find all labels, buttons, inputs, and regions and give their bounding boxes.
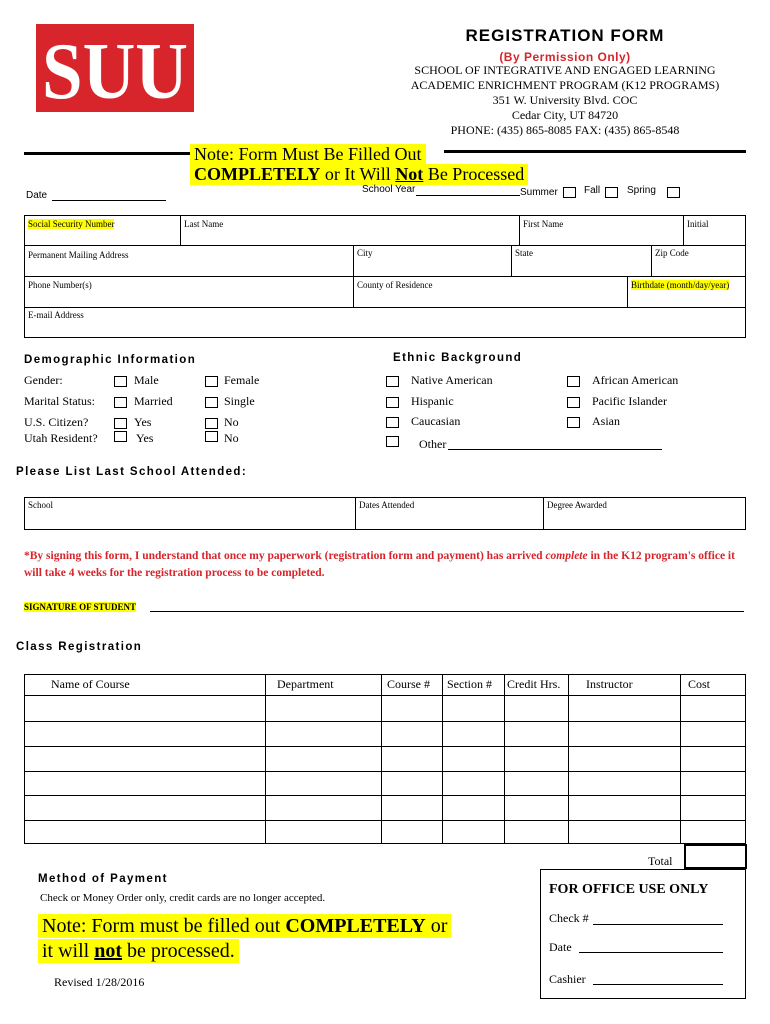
- bottom-note-text: Note: Form must be filled out: [42, 915, 286, 937]
- city-label: City: [357, 248, 373, 258]
- personal-info-table: [24, 215, 746, 338]
- revised-date: Revised 1/28/2016: [54, 975, 145, 989]
- citizen-label: U.S. Citizen?: [24, 415, 89, 429]
- hispanic-label: Hispanic: [411, 394, 454, 408]
- demographic-heading: Demographic Information: [24, 354, 197, 366]
- birthdate-label: Birthdate (month/day/year): [631, 280, 730, 290]
- school-year-label: School Year: [362, 184, 416, 195]
- married-label: Married: [134, 394, 173, 408]
- total-label: Total: [648, 854, 673, 868]
- header-rule-left: [24, 152, 192, 155]
- spring-label: Spring: [627, 185, 656, 196]
- spring-checkbox[interactable]: [667, 187, 680, 198]
- col-divider: [442, 675, 443, 843]
- caucasian-label: Caucasian: [411, 414, 461, 428]
- marital-label: Marital Status:: [24, 394, 95, 408]
- suu-logo: [36, 24, 194, 112]
- top-note-text: or It Will: [320, 164, 396, 184]
- disclaimer-complete: complete: [545, 550, 588, 562]
- disclaimer-text: [24, 548, 746, 582]
- col-credit-hours: Credit Hrs.: [507, 677, 561, 691]
- male-label: Male: [134, 373, 159, 387]
- county-label: County of Residence: [357, 280, 433, 290]
- bottom-note-not: not: [94, 940, 123, 962]
- class-table: [24, 674, 746, 844]
- fall-label: Fall: [584, 185, 601, 196]
- female-checkbox[interactable]: [205, 376, 218, 387]
- row-divider: [25, 820, 745, 821]
- col-divider: [568, 675, 569, 843]
- utah-no-checkbox[interactable]: [205, 431, 218, 442]
- school-field[interactable]: [25, 498, 356, 529]
- native-american-label: Native American: [411, 373, 493, 387]
- birthdate-field[interactable]: [628, 276, 745, 307]
- header-rule-right: [444, 150, 746, 153]
- row-divider: [25, 771, 745, 772]
- gender-label: Gender:: [24, 373, 63, 387]
- last-name-field[interactable]: [181, 216, 520, 245]
- col-name-of-course: Name of Course: [51, 677, 130, 691]
- male-checkbox[interactable]: [114, 376, 127, 387]
- top-note-not: Not: [395, 164, 424, 184]
- header-line-2: ACADEMIC ENRICHMENT PROGRAM (K12 PROGRAMS): [410, 78, 720, 92]
- school-label: School: [28, 500, 54, 510]
- ssn-label: Social Security Number: [28, 219, 115, 229]
- utah-no-label: No: [224, 431, 239, 445]
- email-field[interactable]: [25, 307, 745, 337]
- degree-label: Degree Awarded: [547, 500, 607, 510]
- degree-field[interactable]: [544, 498, 745, 529]
- pacific-islander-checkbox[interactable]: [567, 397, 580, 408]
- office-date-field[interactable]: [579, 952, 723, 953]
- bottom-note-or: or: [425, 915, 448, 937]
- email-label: E-mail Address: [28, 310, 84, 320]
- school-table: [24, 497, 746, 530]
- bottom-note-end: be processed.: [122, 940, 235, 962]
- bottom-note-completely: COMPLETELY: [285, 915, 426, 937]
- pacific-islander-label: Pacific Islander: [592, 394, 667, 408]
- top-note-line-2: [190, 164, 528, 185]
- dates-attended-field[interactable]: [356, 498, 544, 529]
- state-field[interactable]: [512, 245, 652, 276]
- col-department: Department: [277, 677, 334, 691]
- header-line-1: SCHOOL OF INTEGRATIVE AND ENGAGED LEARNING: [414, 63, 716, 77]
- school-heading: Please List Last School Attended:: [16, 466, 248, 478]
- col-divider: [265, 675, 266, 843]
- office-cashier-label: Cashier: [549, 972, 586, 986]
- asian-label: Asian: [592, 414, 620, 428]
- col-section-number: Section #: [447, 677, 492, 691]
- signature-field[interactable]: [150, 611, 744, 612]
- fall-checkbox[interactable]: [605, 187, 618, 198]
- col-divider: [680, 675, 681, 843]
- other-checkbox[interactable]: [386, 436, 399, 447]
- col-course-number: Course #: [387, 677, 430, 691]
- summer-checkbox[interactable]: [563, 187, 576, 198]
- citizen-no-checkbox[interactable]: [205, 418, 218, 429]
- office-use-heading: FOR OFFICE USE ONLY: [549, 882, 709, 897]
- utah-label: Utah Resident?: [24, 431, 98, 445]
- county-field[interactable]: [354, 276, 628, 307]
- ssn-field[interactable]: [25, 216, 181, 245]
- zip-field[interactable]: [652, 245, 745, 276]
- hispanic-checkbox[interactable]: [386, 397, 399, 408]
- form-title: REGISTRATION FORM: [465, 26, 665, 45]
- col-divider: [381, 675, 382, 843]
- initial-field[interactable]: [684, 216, 745, 245]
- payment-heading: Method of Payment: [38, 873, 168, 885]
- ethnic-heading: Ethnic Background: [393, 352, 523, 364]
- form-subtitle: (By Permission Only): [499, 50, 631, 64]
- native-american-checkbox[interactable]: [386, 376, 399, 387]
- citizen-yes-checkbox[interactable]: [114, 418, 127, 429]
- single-checkbox[interactable]: [205, 397, 218, 408]
- bottom-note-line-2: [38, 939, 239, 963]
- col-cost: Cost: [688, 677, 711, 691]
- signature-label: SIGNATURE OF STUDENT: [24, 602, 137, 612]
- office-check-label: Check #: [549, 911, 589, 925]
- mailing-address-label: Permanent Mailing Address: [28, 250, 129, 260]
- office-date-label: Date: [549, 940, 572, 954]
- header-line-4: Cedar City, UT 84720: [511, 108, 619, 122]
- date-label: Date: [26, 190, 48, 201]
- svg-text:SUU: SUU: [42, 28, 188, 112]
- summer-label: Summer: [520, 187, 558, 198]
- class-heading: Class Registration: [16, 641, 143, 653]
- bottom-note-line-1: [38, 914, 451, 938]
- citizen-yes-label: Yes: [134, 415, 152, 429]
- female-label: Female: [224, 373, 260, 387]
- office-use-box: [540, 869, 746, 999]
- col-instructor: Instructor: [586, 677, 633, 691]
- header-line-3: 351 W. University Blvd. COC: [492, 93, 638, 107]
- first-name-field[interactable]: [520, 216, 684, 245]
- row-divider: [25, 795, 745, 796]
- top-note-completely: COMPLETELY: [194, 164, 321, 184]
- top-note-line-1: Note: Form Must Be Filled Out: [190, 144, 426, 165]
- total-field[interactable]: [684, 844, 747, 869]
- mailing-address-field[interactable]: [25, 245, 354, 276]
- married-checkbox[interactable]: [114, 397, 127, 408]
- school-year-field[interactable]: [416, 195, 520, 196]
- row-divider: [25, 721, 745, 722]
- last-name-label: Last Name: [184, 219, 224, 229]
- state-label: State: [515, 248, 533, 258]
- first-name-label: First Name: [523, 219, 564, 229]
- office-cashier-field[interactable]: [593, 984, 723, 985]
- col-divider: [504, 675, 505, 843]
- date-field[interactable]: [52, 200, 166, 201]
- single-label: Single: [224, 394, 255, 408]
- african-american-checkbox[interactable]: [567, 376, 580, 387]
- other-field[interactable]: [448, 449, 662, 450]
- citizen-no-label: No: [224, 415, 239, 429]
- row-divider: [25, 746, 745, 747]
- header-line-5: PHONE: (435) 865-8085 FAX: (435) 865-8548: [450, 123, 680, 137]
- disclaimer-part-1: *By signing this form, I understand that once my paperwork (registration form and payment) has arrived: [24, 550, 546, 562]
- city-field[interactable]: [354, 245, 512, 276]
- african-american-label: African American: [592, 373, 679, 387]
- bottom-note-it-will: it will: [42, 940, 95, 962]
- other-label: Other: [419, 437, 447, 451]
- logo-graphic: [36, 24, 194, 112]
- caucasian-checkbox[interactable]: [386, 417, 399, 428]
- top-note-end: Be Processed: [423, 164, 525, 184]
- disclaimer-part-2: in the K12 program's office it will take 4 weeks for the registration process to be completed.: [24, 550, 735, 579]
- utah-yes-checkbox[interactable]: [114, 431, 127, 442]
- dates-attended-label: Dates Attended: [359, 500, 415, 510]
- phone-label: Phone Number(s): [28, 280, 92, 290]
- initial-label: Initial: [687, 219, 709, 229]
- payment-text: Check or Money Order only, credit cards are no longer accepted.: [40, 892, 326, 904]
- phone-field[interactable]: [25, 276, 354, 307]
- zip-label: Zip Code: [655, 248, 689, 258]
- row-divider: [25, 695, 745, 696]
- office-check-field[interactable]: [593, 924, 723, 925]
- asian-checkbox[interactable]: [567, 417, 580, 428]
- utah-yes-label: Yes: [136, 431, 154, 445]
